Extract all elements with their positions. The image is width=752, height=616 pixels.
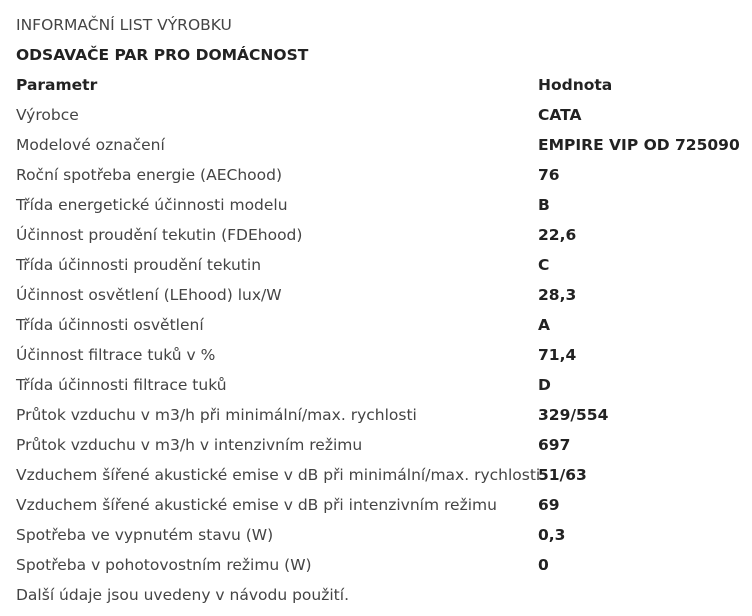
- table-row: [16, 310, 744, 340]
- param-cell: Spotřeba ve vypnutém stavu (W): [16, 526, 274, 544]
- param-cell: Průtok vzduchu v m3/h v intenzivním režimu: [16, 436, 363, 454]
- table-row: [16, 460, 744, 490]
- table-row: [16, 340, 744, 370]
- table-row: [16, 250, 744, 280]
- column-header-param: Parametr: [16, 76, 98, 94]
- table-row: [16, 100, 744, 130]
- param-cell: Průtok vzduchu v m3/h při minimální/max. rychlosti: [16, 406, 417, 424]
- value-cell: 71,4: [538, 346, 577, 364]
- value-cell: 0,3: [538, 526, 566, 544]
- table-row: [16, 280, 744, 310]
- value-cell: 22,6: [538, 226, 577, 244]
- param-cell: Třída účinnosti filtrace tuků: [16, 376, 227, 394]
- footnote: Další údaje jsou uvedeny v návodu použití.: [16, 586, 349, 604]
- table-row: [16, 400, 744, 430]
- param-cell: Účinnost filtrace tuků v %: [16, 346, 216, 364]
- param-cell: Třída účinnosti osvětlení: [16, 316, 204, 334]
- param-cell: Modelové označení: [16, 136, 165, 154]
- table-row: [16, 160, 744, 190]
- value-cell: EMPIRE VIP OD 725090: [538, 136, 740, 154]
- value-cell: CATA: [538, 106, 582, 124]
- param-cell: Účinnost osvětlení (LEhood) lux/W: [16, 286, 282, 304]
- table-row: [16, 430, 744, 460]
- param-cell: Roční spotřeba energie (AEChood): [16, 166, 282, 184]
- value-cell: C: [538, 256, 550, 274]
- param-cell: Spotřeba v pohotovostním režimu (W): [16, 556, 312, 574]
- param-cell: Třída účinnosti proudění tekutin: [16, 256, 262, 274]
- column-header-value: Hodnota: [538, 76, 613, 94]
- param-cell: Vzduchem šířené akustické emise v dB při intenzivním režimu: [16, 496, 497, 514]
- table-row: [16, 190, 744, 220]
- value-cell: 0: [538, 556, 549, 574]
- sheet-subtitle: ODSAVAČE PAR PRO DOMÁCNOST: [16, 46, 309, 64]
- table-row: [16, 550, 744, 580]
- parameters-table: [16, 70, 744, 580]
- table-row: [16, 370, 744, 400]
- table-row: [16, 520, 744, 550]
- value-cell: 76: [538, 166, 560, 184]
- sheet-title: INFORMAČNÍ LIST VÝROBKU: [16, 16, 232, 34]
- table-row: [16, 220, 744, 250]
- value-cell: 69: [538, 496, 560, 514]
- param-cell: Vzduchem šířené akustické emise v dB při minimální/max. rychlosti: [16, 466, 541, 484]
- value-cell: 28,3: [538, 286, 577, 304]
- value-cell: A: [538, 316, 550, 334]
- product-info-sheet: [16, 10, 746, 610]
- value-cell: 697: [538, 436, 571, 454]
- value-cell: 51/63: [538, 466, 587, 484]
- value-cell: B: [538, 196, 550, 214]
- value-cell: D: [538, 376, 551, 394]
- table-row: [16, 490, 744, 520]
- value-cell: 329/554: [538, 406, 609, 424]
- param-cell: Třída energetické účinnosti modelu: [16, 196, 288, 214]
- table-header-row: [16, 70, 744, 100]
- param-cell: Účinnost proudění tekutin (FDEhood): [16, 226, 303, 244]
- table-row: [16, 130, 744, 160]
- param-cell: Výrobce: [16, 106, 79, 124]
